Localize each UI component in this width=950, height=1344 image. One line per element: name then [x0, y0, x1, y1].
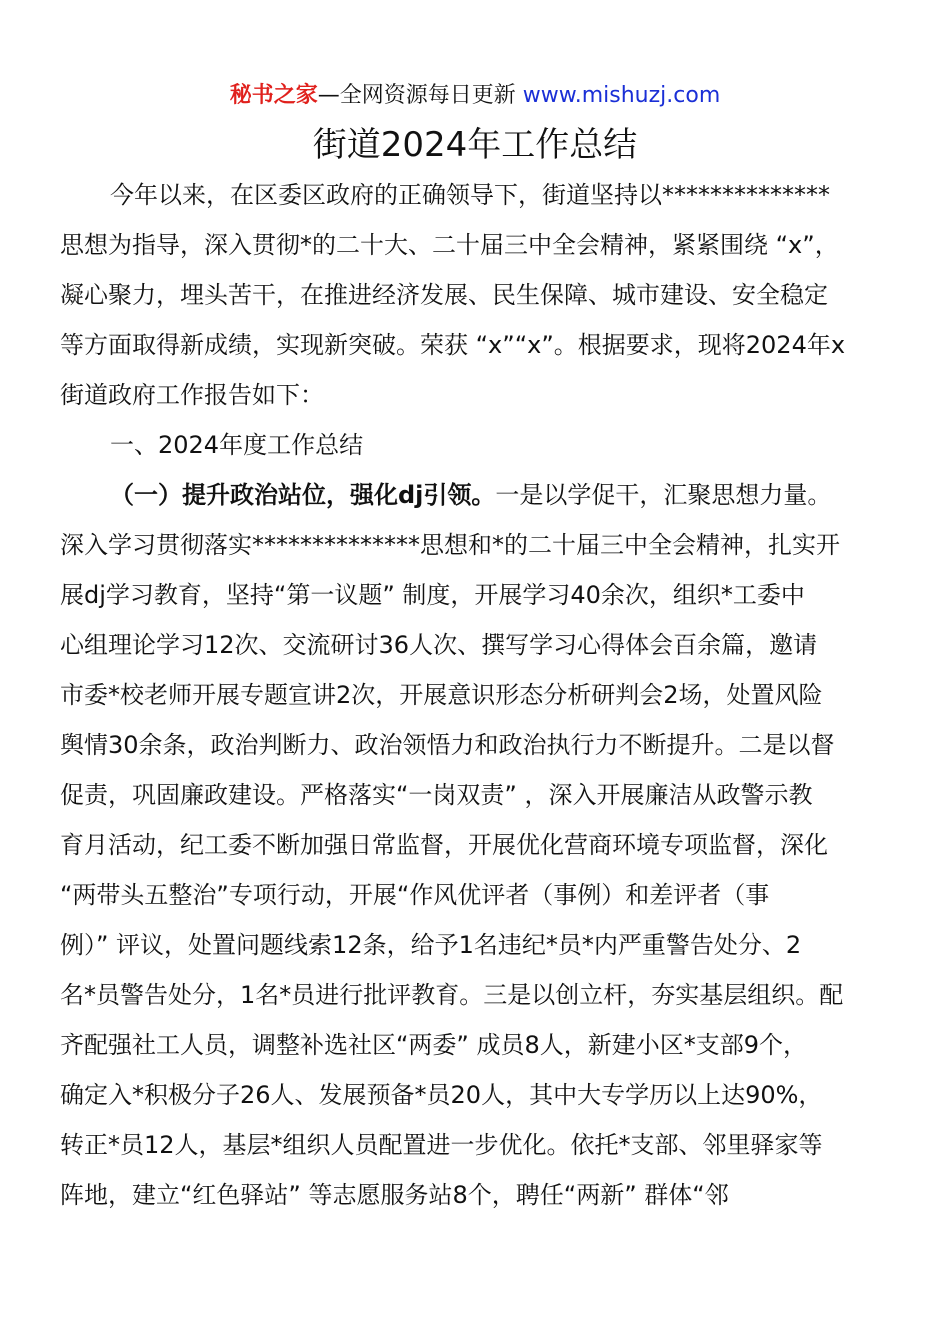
body-line: 名*员警告处分，1名*员进行批评教育。三是以创立杆，夯实基层组织。配: [60, 981, 844, 1009]
intro-line: 街道政府工作报告如下：: [60, 381, 324, 409]
subsection-paragraph-start: [110, 478, 831, 512]
intro-line: 凝心聚力，埋头苦干，在推进经济发展、民生保障、城市建设、安全稳定: [60, 281, 828, 309]
body-line: 齐配强社工人员，调整补选社区“两委” 成员8人，新建小区*支部9个，: [60, 1031, 808, 1059]
site-url-link[interactable]: www.mishuzj.com: [522, 83, 721, 108]
site-header: [0, 80, 950, 112]
body-line: 确定入*积极分子26人、发展预备*员20人，其中大专学历以上达90%，: [60, 1081, 823, 1109]
body-line: 市委*校老师开展专题宣讲2次，开展意识形态分析研判会2场，处置风险: [60, 681, 823, 709]
header-tagline: —全网资源每日更新: [317, 83, 523, 108]
intro-line: 今年以来，在区委区政府的正确领导下，街道坚持以**************: [110, 181, 830, 209]
body-line: 例）” 评议，处置问题线索12条，给予1名违纪*员*内严重警告处分、2: [60, 931, 802, 959]
intro-line: 等方面取得新成绩，实现新突破。荣获 “x”“x”。根据要求，现将2024年x: [60, 331, 846, 359]
document-title: 街道2024年工作总结: [312, 125, 638, 165]
body-line: 一是以学促干，汇聚思想力量。: [495, 481, 832, 509]
subsection-heading: （一）提升政治站位，强化dj引领。: [110, 481, 496, 509]
body-line: 心组理论学习12次、交流研讨36人次、撰写学习心得体会百余篇，邀请: [60, 631, 818, 659]
body-line: 育月活动，纪工委不断加强日常监督，开展优化营商环境专项监督，深化: [60, 831, 828, 859]
section-heading: 一、2024年度工作总结: [110, 431, 364, 459]
intro-line: 思想为指导，深入贯彻*的二十大、二十届三中全会精神，紧紧围绕 “x”，: [60, 231, 839, 259]
brand-name: 秘书之家: [229, 83, 318, 108]
body-line: 舆情30余条，政治判断力、政治领悟力和政治执行力不断提升。二是以督: [60, 731, 835, 759]
body-line: 展dj学习教育，坚持“第一议题” 制度，开展学习40余次，组织*工委中: [60, 581, 805, 609]
body-line: 阵地，建立“红色驿站” 等志愿服务站8个，聘任“两新” 群体“邻: [60, 1181, 729, 1209]
body-line: 促责，巩固廉政建设。严格落实“一岗双责” ，深入开展廉洁从政警示教: [60, 781, 813, 809]
body-line: “两带头五整治”专项行动，开展“作风优评者（事例）和差评者（事: [60, 881, 770, 909]
body-line: 深入学习贯彻落实**************思想和*的二十届三中全会精神，扎实开: [60, 531, 840, 559]
body-line: 转正*员12人，基层*组织人员配置进一步优化。依托*支部、邻里驿家等: [60, 1131, 823, 1159]
